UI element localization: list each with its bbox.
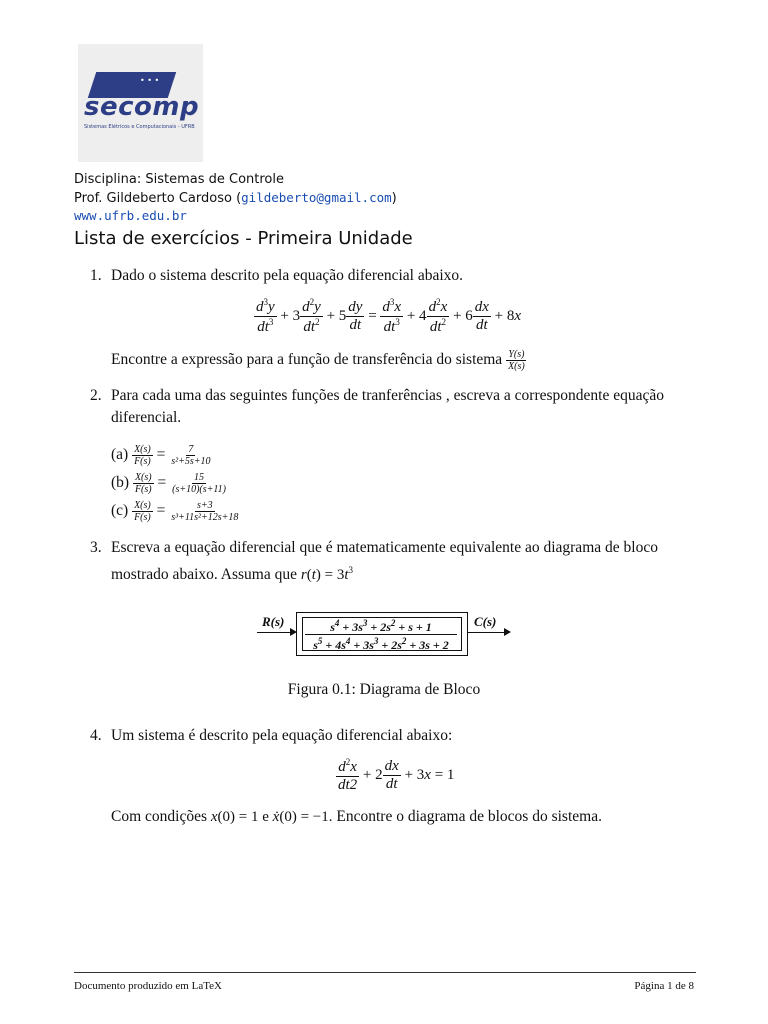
block-fraction-bar <box>305 634 457 635</box>
q1-equation: $\frac{d^3y}{dt^3}$ + 3 $\frac{d^2y}{dt^2}$ + 5 $\frac{dy}{dt}$ = $\frac{d^3x}{dt^3}$ + 4 $\frac{d^2x}{dt^2}$ + 6 $\frac{dx}{dt}$ + 8x <box>256 297 522 335</box>
discipline-line: Disciplina: Sistemas de Controle <box>74 172 284 187</box>
q4-conditions: Com condições x(0) = 1 e ẋ(0) = −1. Encontre o diagrama de blocos do sistema. <box>111 808 602 825</box>
q4-equation: $\frac{d^2x}{dt2}$ + 2 $\frac{dx}{dt}$ + 3x = 1 <box>338 757 455 793</box>
website-link[interactable]: www.ufrb.edu.br <box>74 208 187 223</box>
q4-text: Um sistema é descrito pela equação diferencial abaixo: <box>111 727 453 744</box>
figure-caption: Figura 0.1: Diagrama de Bloco <box>287 681 481 698</box>
q4-number: 4. <box>90 727 102 744</box>
block-output-arrow <box>467 632 507 633</box>
latex-logo: LaTeX <box>191 980 223 992</box>
page-title: Lista de exercícios - Primeira Unidade <box>74 228 413 249</box>
q2-item-b: (b) $\frac{X(s)}{F(s)}$ = $\frac{15}{(s+10)(s+11)}$ <box>111 472 226 495</box>
q1-number: 1. <box>90 267 102 284</box>
arrow-right-icon <box>504 628 511 636</box>
q2-item-c: (c) $\frac{X(s)}{F(s)}$ = $\frac{s+3}{\text{s³+11s²+12s+18}}$ <box>111 500 239 523</box>
q3-text: Escreva a equação diferencial que é matematicamente equivalente ao diagrama de bloco mostrado abaixo. Assuma que $r(t) = 3t^3$ <box>111 539 658 583</box>
logo-wordmark: secomp <box>84 92 200 122</box>
q3-input-def: $r(t) = 3t^3$ <box>300 565 354 583</box>
email-link[interactable]: gildeberto@gmail.com <box>241 190 392 205</box>
q1-transfer-fraction: $\frac{Y(s)}{X(s)}$ <box>508 349 525 372</box>
block-input-label: R(s) <box>262 614 285 629</box>
q2-item-a: (a) $\frac{X(s)}{F(s)}$ = $\frac{7}{\text{s²+5s+10}}$ <box>111 444 211 467</box>
q2-number: 2. <box>90 387 102 404</box>
block-denominator: $s^5 + 4s^4 + 3s^3 + 2s^2 + 3s + 2$ <box>313 636 449 652</box>
block-output-label: C(s) <box>474 614 497 629</box>
footer-divider <box>74 972 696 973</box>
q3-number: 3. <box>90 539 102 556</box>
professor-line: Prof. Gildeberto Cardoso (gildeberto@gmail.com) <box>74 190 397 206</box>
logo-dots-icon: • • • <box>140 76 160 85</box>
q2-text: Para cada uma das seguintes funções de tranferências , escreva a correspondente equação diferencial. <box>111 387 664 426</box>
q1-text: Dado o sistema descrito pela equação diferencial abaixo. <box>111 267 464 284</box>
q1-followup: Encontre a expressão para a função de transferência do sistema $\frac{Y(s)}{X(s)}$ <box>111 349 525 372</box>
footer-left: Documento produzido em LaTeX <box>74 980 223 992</box>
logo-subtitle: Sistemas Elétricos e Computacionais - UFRB <box>84 124 195 130</box>
block-numerator: $s^4 + 3s^3 + 2s^2 + s + 1$ <box>330 618 432 634</box>
footer-page-number: Página 1 de 8 <box>634 980 694 992</box>
